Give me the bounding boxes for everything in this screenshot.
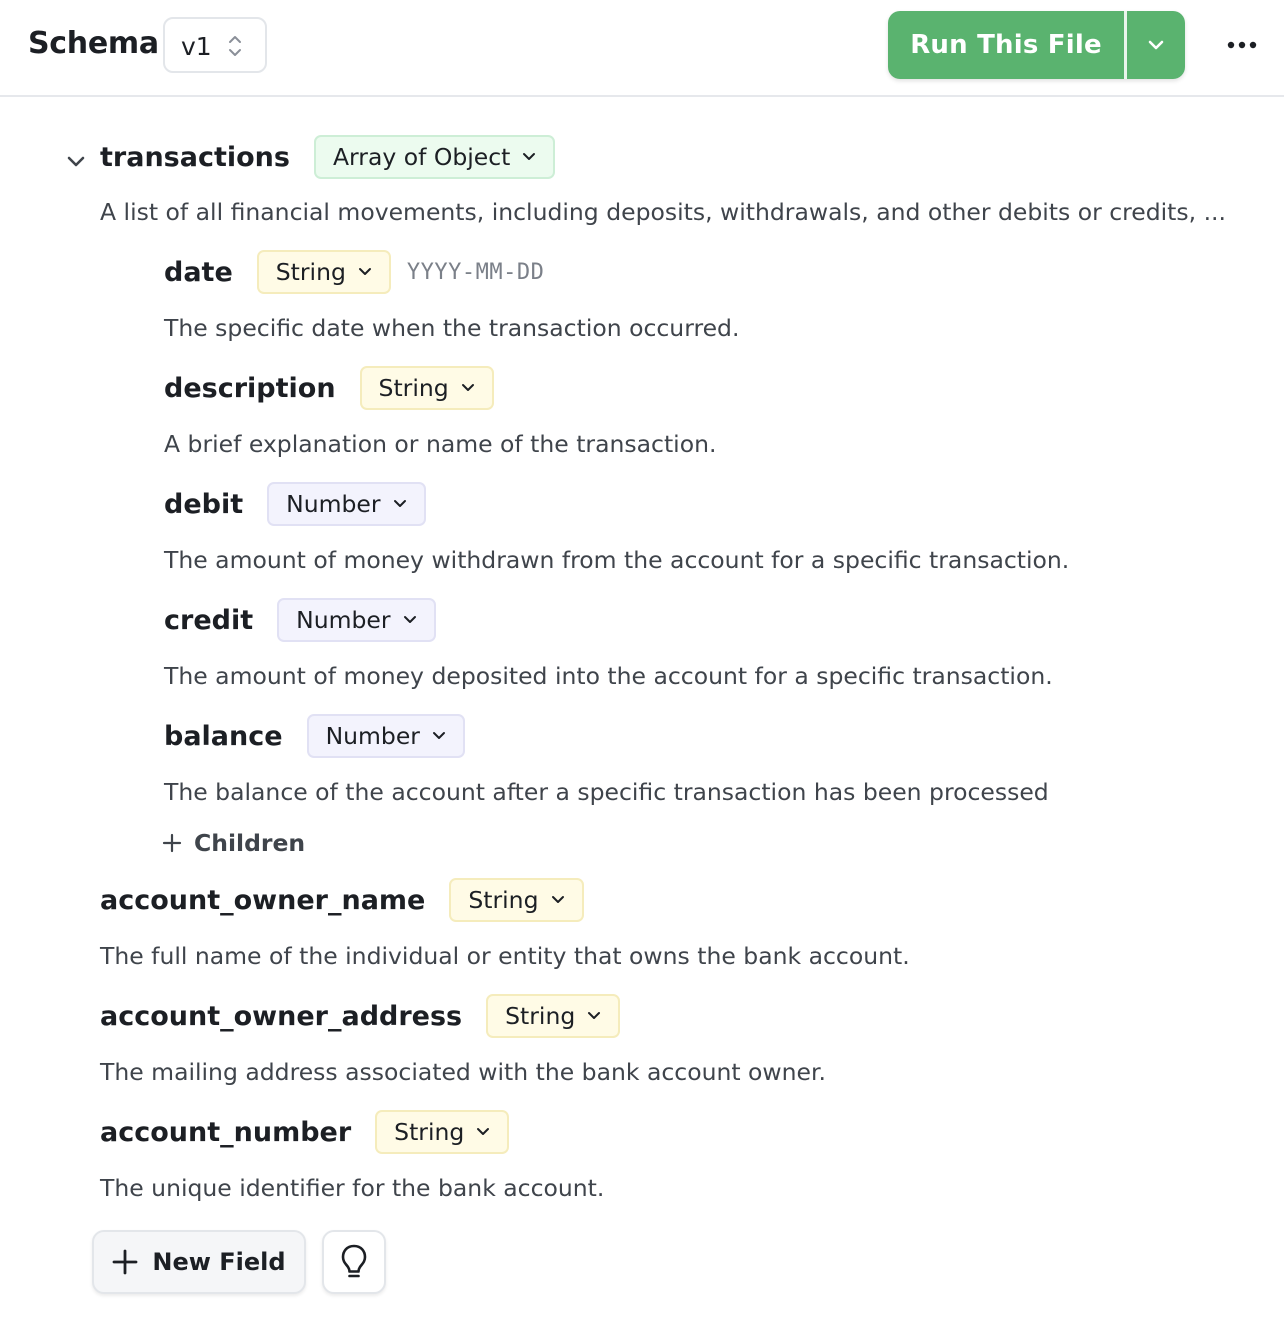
type-select[interactable] [375,1110,509,1154]
new-field-button[interactable] [92,1230,306,1294]
chevron-down-icon [587,1011,601,1021]
run-button-group [888,11,1185,79]
field-row-debit [164,482,426,526]
type-label: String [394,1118,465,1146]
field-description[interactable]: The amount of money withdrawn from the account for a specific transaction. [164,546,1070,574]
suggest-fields-button[interactable] [322,1230,386,1294]
type-select[interactable] [267,482,425,526]
field-description[interactable]: The specific date when the transaction occurred. [164,314,740,342]
type-label: String [275,258,346,286]
field-description[interactable]: The balance of the account after a specific transaction has been processed [164,778,1049,806]
version-value: v1 [181,32,212,61]
field-row-balance [164,714,465,758]
field-row-account-number [100,1110,509,1154]
type-label: Number [286,490,381,518]
field-name[interactable]: debit [164,488,244,520]
field-description[interactable]: A list of all financial movements, including deposits, withdrawals, and other debits or credits, ... [100,198,1226,226]
field-row-account-owner-address [100,994,620,1038]
chevron-down-icon [393,499,407,509]
more-options-button[interactable] [1222,30,1262,60]
up-down-icon [227,33,243,59]
field-description[interactable]: The mailing address associated with the bank account owner. [100,1058,826,1086]
run-options-button[interactable] [1127,11,1185,79]
schema-header [0,0,1284,97]
field-name[interactable]: credit [164,604,254,636]
type-label: String [468,886,539,914]
field-name[interactable]: account_owner_address [100,1000,463,1032]
chevron-down-icon [551,895,565,905]
more-horizontal-icon [1227,41,1257,49]
field-description[interactable]: The full name of the individual or entity that owns the bank account. [100,942,910,970]
type-select[interactable] [314,135,555,179]
new-field-label: New Field [152,1248,286,1276]
type-label: Array of Object [332,143,511,171]
run-this-file-button[interactable]: Run This File [910,30,1102,60]
add-children-button[interactable] [162,827,305,859]
type-label: String [505,1002,576,1030]
field-name[interactable]: balance [164,720,283,752]
chevron-down-icon [1147,39,1165,51]
chevron-down-icon [522,152,536,162]
type-select[interactable] [449,878,583,922]
field-row-transactions [100,135,555,179]
field-description[interactable]: A brief explanation or name of the transaction. [164,430,717,458]
chevron-down-icon [432,731,446,741]
chevron-down-icon [461,383,475,393]
type-label: Number [296,606,391,634]
field-name[interactable]: account_number [100,1116,352,1148]
type-select[interactable] [307,714,465,758]
field-row-credit [164,598,436,642]
field-row-date [164,250,544,294]
field-name[interactable]: account_owner_name [100,884,426,916]
type-label: Number [325,722,420,750]
field-row-description [164,366,494,410]
chevron-down-icon [358,267,372,277]
collapse-chevron-icon[interactable] [64,150,88,174]
plus-icon [112,1249,138,1275]
field-name[interactable]: description [164,372,336,404]
lightbulb-icon [339,1243,369,1281]
field-row-account-owner-name [100,878,584,922]
field-description[interactable]: The unique identifier for the bank account. [100,1174,605,1202]
field-description[interactable]: The amount of money deposited into the account for a specific transaction. [164,662,1053,690]
type-select[interactable] [257,250,391,294]
type-select[interactable] [360,366,494,410]
type-select[interactable] [277,598,435,642]
field-name[interactable]: transactions [100,141,290,173]
version-select[interactable] [163,17,267,73]
type-label: String [378,374,449,402]
plus-icon [162,833,182,853]
add-children-label: Children [194,829,306,857]
chevron-down-icon [403,615,417,625]
field-name[interactable]: date [164,256,233,288]
type-select[interactable] [486,994,620,1038]
chevron-down-icon [476,1127,490,1137]
page-title: Schema [28,26,159,61]
format-hint[interactable]: YYYY-MM-DD [406,259,545,285]
